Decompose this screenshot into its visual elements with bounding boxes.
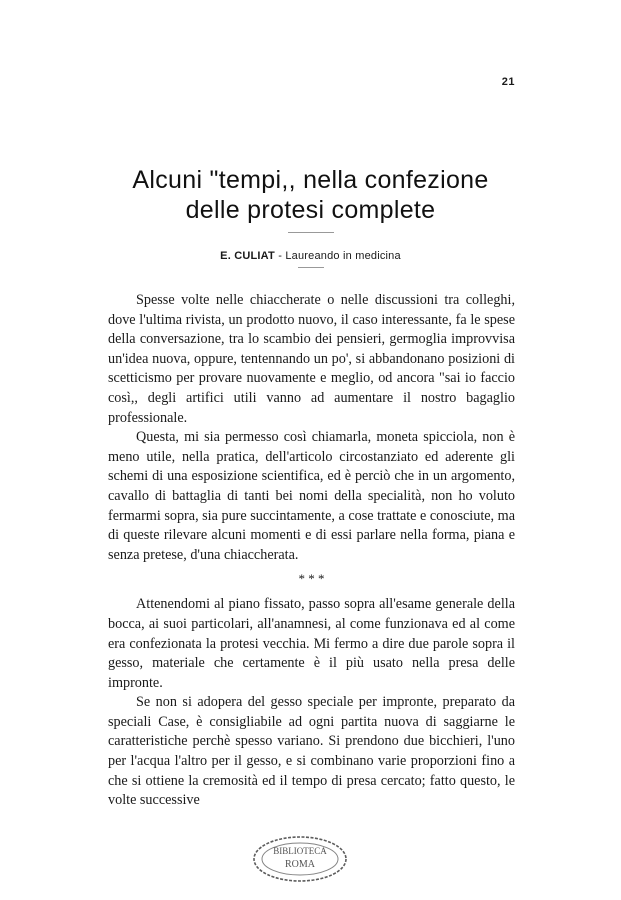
paragraph: Attenendomi al piano fissato, passo sopra all'esame generale della bocca, ai suoi particolari, all'anamnesi, al come funzionava ed al come era confezionata la protesi vecchia. Mi fermo a dire due parole sopra il gesso, materiale che certamente è il più usato nella presa delle impronte.	[108, 596, 515, 691]
stamp-text-top: BIBLIOTECA	[273, 846, 327, 856]
title-rule	[288, 232, 334, 233]
paragraph: Questa, mi sia permesso così chiamarla, moneta spicciola, non è meno utile, nella pratica, dell'articolo circostanziato ed aderente gli schemi di una esposizione scientifica, ed è perciò che in un argomento, cavallo di battaglia di tanti bei nomi della specialità, non ho voluto fermarmi sopra, sia pure succintamente, a cose trattate e conosciute, ma di queste rilevare alcuni momenti e di essi parlare nella forma, piana e senza pretese, d'una chiaccherata.	[108, 429, 515, 563]
article-title	[0, 165, 621, 225]
paragraph: Spesse volte nelle chiaccherate o nelle discussioni tra colleghi, dove l'ultima rivista, un prodotto nuovo, il caso interessante, fa le spese della conversazione, tra lo scambio dei pensieri, germoglia improvvisa un'idea nuova, oppure, tentennando un po', si abbandonano posizioni di scetticismo per provare nuovamente e meglio, od ancora "sai io faccio così,, degli artifici utili vanno ad aumentare il nostro bagaglio professionale.	[108, 292, 515, 426]
article-body	[108, 291, 515, 811]
title-line-1: Alcuni "tempi,, nella confezione	[132, 166, 489, 194]
stamp-text-middle: ROMA	[284, 859, 316, 870]
section-separator	[108, 571, 515, 587]
author-name: E. CULIAT	[220, 250, 275, 262]
title-line-2: delle protesi complete	[185, 196, 436, 224]
author-line	[0, 250, 621, 262]
paragraph: Se non si adopera del gesso speciale per impronte, preparato da speciali Case, è consigliabile ad ogni partita nuova di saggiarne le caratteristiche perchè spesso variano. Si prendono due bicchieri, l'uno per l'acqua l'altro per il gesso, e si combinano varie proporzioni fino a che si ottiene la cremosità ed il tempo di presa cercato; fatto questo, le volte successive	[108, 694, 515, 809]
author-rule	[298, 267, 324, 268]
library-stamp	[250, 833, 350, 885]
page-number: 21	[501, 76, 515, 88]
author-role: - Laureando in medicina	[278, 250, 401, 262]
separator-mark: * * *	[298, 571, 325, 587]
